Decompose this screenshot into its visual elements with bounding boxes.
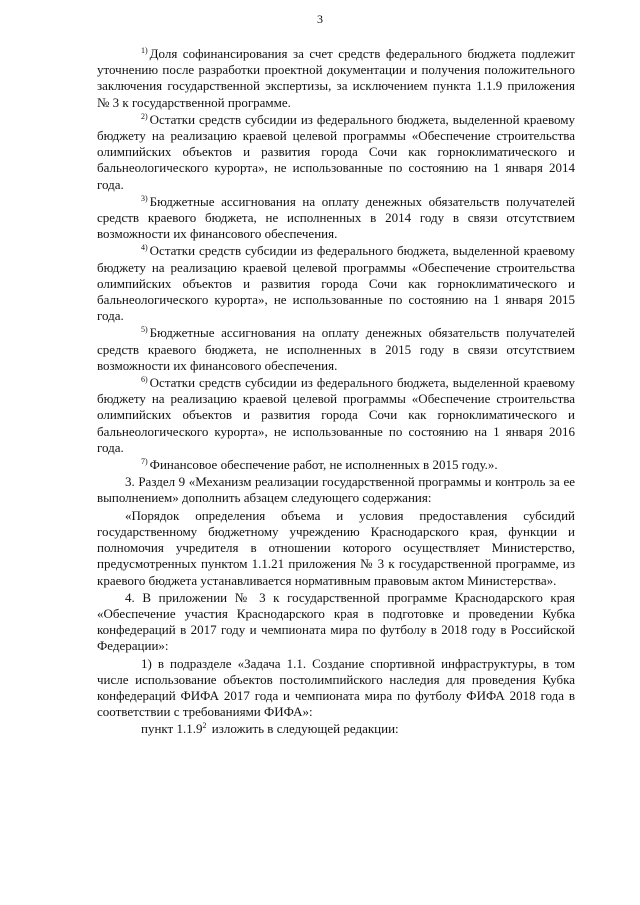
footnote-text: Бюджетные ассигнования на оплату денежных обязательств получателей средств краевого бюджета, не исполненных в 2015 году в связи отсутствием возможности их финансового обеспечения. [97, 325, 575, 373]
footnote-mark: 2) [141, 111, 148, 121]
footnote-mark: 7) [141, 457, 148, 467]
footnote-text: Остатки средств субсидии из федерального бюджета, выделенной краевому бюджету на реализацию краевой целевой программы «Обеспечение строительства олимпийских объектов и развития города Сочи как горноклиматического и бальнеологического курорта», не использованные по состоянию на 1 января 2016 года. [97, 375, 575, 455]
quoted-paragraph: «Порядок определения объема и условия предоставления субсидий государственному бюджетному учреждению Краснодарского края, функции и полномочия учредителя в отношении которого осуществляет Министерство, предусмотренных пунктом 1.1.21 приложения № 3 к государственной программе, из краевого бюджета устанавливается нормативным правовым актом Министерства». [97, 507, 575, 588]
footnote-text: Финансовое обеспечение работ, не исполненных в 2015 году.». [149, 457, 498, 473]
point-prefix: пункт 1.1.9 [141, 721, 203, 737]
footnote-mark: 4) [141, 243, 148, 253]
footnote-6 [97, 375, 575, 456]
footnote-text: Бюджетные ассигнования на оплату денежных обязательств получателей средств краевого бюджета, не исполненных в 2014 году в связи отсутствием возможности их финансового обеспечения. [97, 193, 575, 242]
item-4-paragraph: 4. В приложении № 3 к государственной программе Краснодарского края «Обеспечение участия Краснодарского края в подготовке и проведении Кубка конфедераций в 2017 году и чемпионата мира по футболу в 2018 году в Российской Федерации»: [97, 589, 575, 654]
item-3-paragraph: 3. Раздел 9 «Механизм реализации государственной программы и контроль за ее выполнением» дополнить абзацем следующего содержания: [97, 474, 575, 506]
point-superscript: 2 [202, 721, 207, 731]
point-suffix: изложить в следующей редакции: [208, 721, 399, 737]
footnote-5 [97, 325, 575, 374]
footnote-4 [97, 243, 575, 324]
footnote-mark: 6) [141, 375, 148, 385]
footnote-1 [97, 46, 575, 111]
page-content [97, 46, 575, 739]
footnote-mark: 3) [141, 193, 148, 203]
footnote-text: Доля софинансирования за счет средств федерального бюджета подлежит уточнению после разработки проектной документации и получения положительного заключения государственной экспертизы, за исключением пункта 1.1.9 приложения № 3 к государственной программе. [97, 46, 575, 110]
footnote-3 [97, 194, 575, 243]
footnote-mark: 5) [141, 325, 148, 335]
subitem-1-paragraph: 1) в подразделе «Задача 1.1. Создание спортивной инфраструктуры, в том числе использование объектов постолимпийского наследия для проведения Кубка конфедераций ФИФА 2017 года и чемпионата мира по футболу ФИФА 2018 года в соответствии с требованиями ФИФА»: [97, 655, 575, 720]
footnote-text: Остатки средств субсидии из федерального бюджета, выделенной краевому бюджету на реализацию краевой целевой программы «Обеспечение строительства олимпийских объектов и развития города Сочи как горноклиматического и бальнеологического курорта», не использованные по состоянию на 1 января 2015 года. [97, 243, 575, 324]
footnote-2 [97, 112, 575, 193]
footnote-text: Остатки средств субсидии из федерального бюджета, выделенной краевому бюджету на реализацию краевой целевой программы «Обеспечение строительства олимпийских объектов и развития города Сочи как горноклиматического и бальнеологического курорта», не использованные по состоянию на 1 января 2014 года. [97, 111, 575, 192]
footnote-7 [97, 457, 575, 473]
footnote-mark: 1) [141, 46, 148, 55]
point-paragraph [97, 721, 575, 737]
page-number: 3 [317, 12, 323, 26]
